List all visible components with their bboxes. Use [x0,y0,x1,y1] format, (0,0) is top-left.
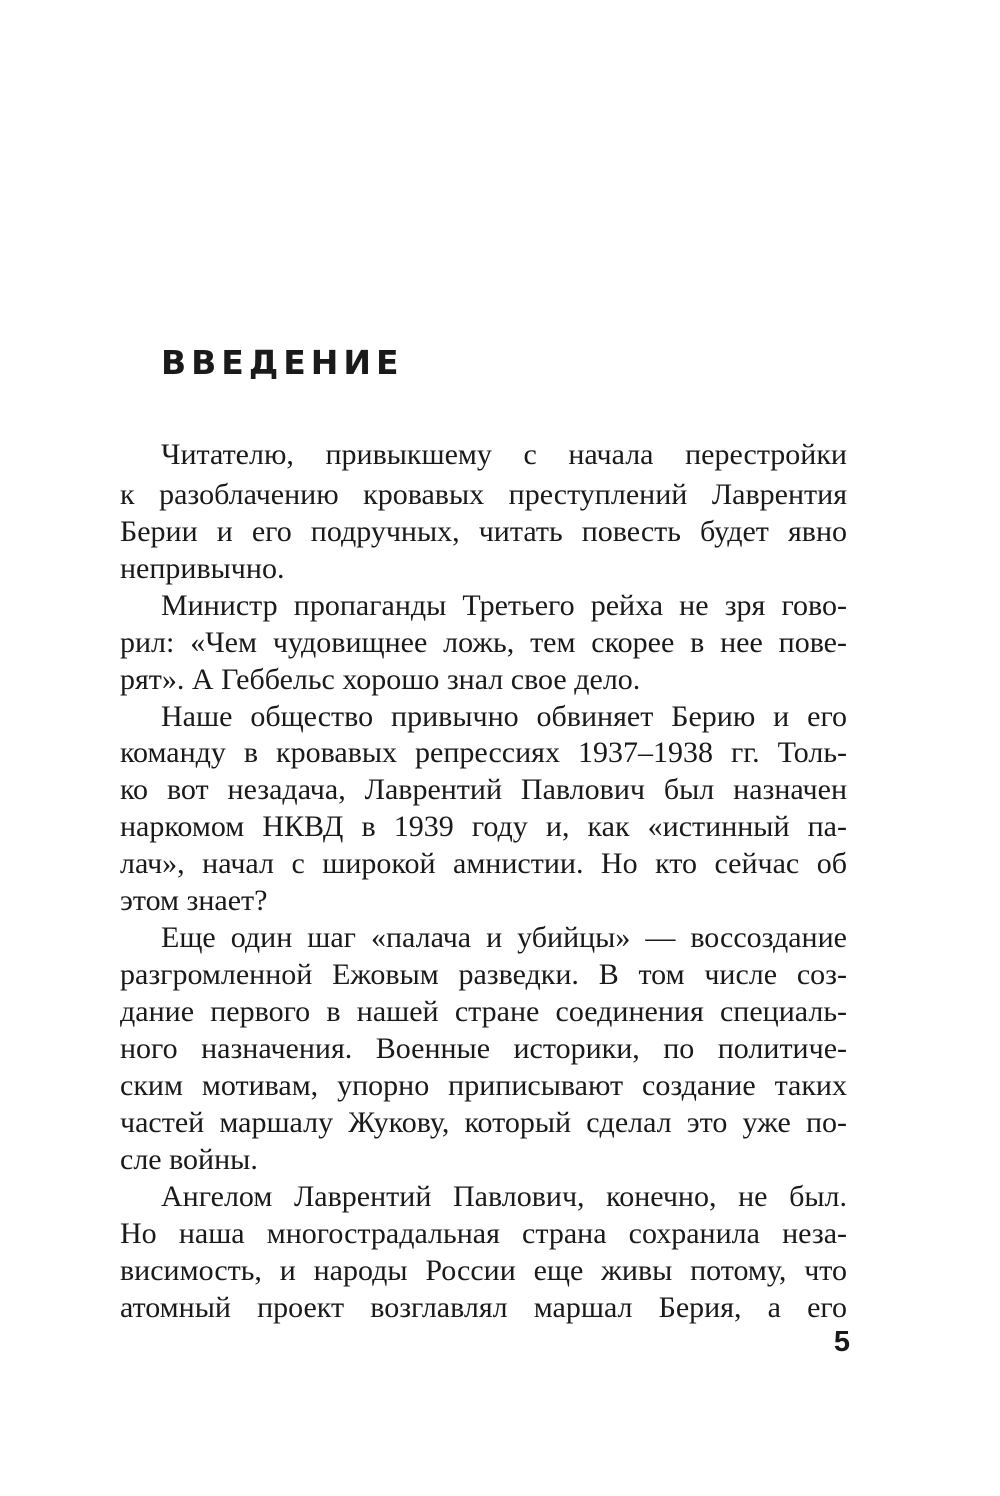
text-line: висимость, и народы России еще живы потому, что [120,1254,847,1287]
text-line: Читателю, привыкшему с начала перестройки [161,438,847,471]
text-line: Но наша многострадальная страна сохранила неза- [120,1217,847,1250]
chapter-heading: ВВЕДЕНИЕ [161,343,404,382]
text-line: Ангелом Лаврентий Павлович, конечно, не был. [161,1180,847,1213]
text-line: ного назначения. Военные историки, по политиче- [120,1032,847,1065]
text-line: ко вот незадача, Лаврентий Павлович был назначен [120,773,847,806]
text-line: сле войны. [120,1143,258,1176]
text-line: рят». А Геббельс хорошо знал свое дело. [120,663,641,696]
text-line: Берии и его подручных, читать повесть будет явно [120,515,847,548]
text-line: лач», начал с широкой амнистии. Но кто сейчас об [120,847,847,880]
text-line: дание первого в нашей стране соединения специаль- [120,995,847,1028]
text-line: частей маршалу Жукову, который сделал это уже по- [120,1106,847,1139]
text-line: Наше общество привычно обвиняет Берию и его [161,700,847,733]
text-line: наркомом НКВД в 1939 году и, как «истинный па- [120,810,847,843]
text-line: Министр пропаганды Третьего рейха не зря гово- [161,589,847,622]
text-line: этом знает? [120,884,268,917]
text-line: атомный проект возглавлял маршал Берия, а его [120,1291,847,1324]
text-line: команду в кровавых репрессиях 1937–1938 гг. Толь- [120,736,847,769]
text-line: непривычно. [120,552,285,585]
page-number: 5 [833,1326,850,1358]
text-line: к разоблачению кровавых преступлений Лаврентия [120,478,847,511]
text-line: Еще один шаг «палача и убийцы» — воссоздание [161,921,847,954]
text-line: разгромленной Ежовым разведки. В том числе соз- [120,958,847,991]
text-line: рил: «Чем чудовищнее ложь, тем скорее в нее пове- [120,626,847,659]
text-line: ским мотивам, упорно приписывают создание таких [120,1069,847,1102]
